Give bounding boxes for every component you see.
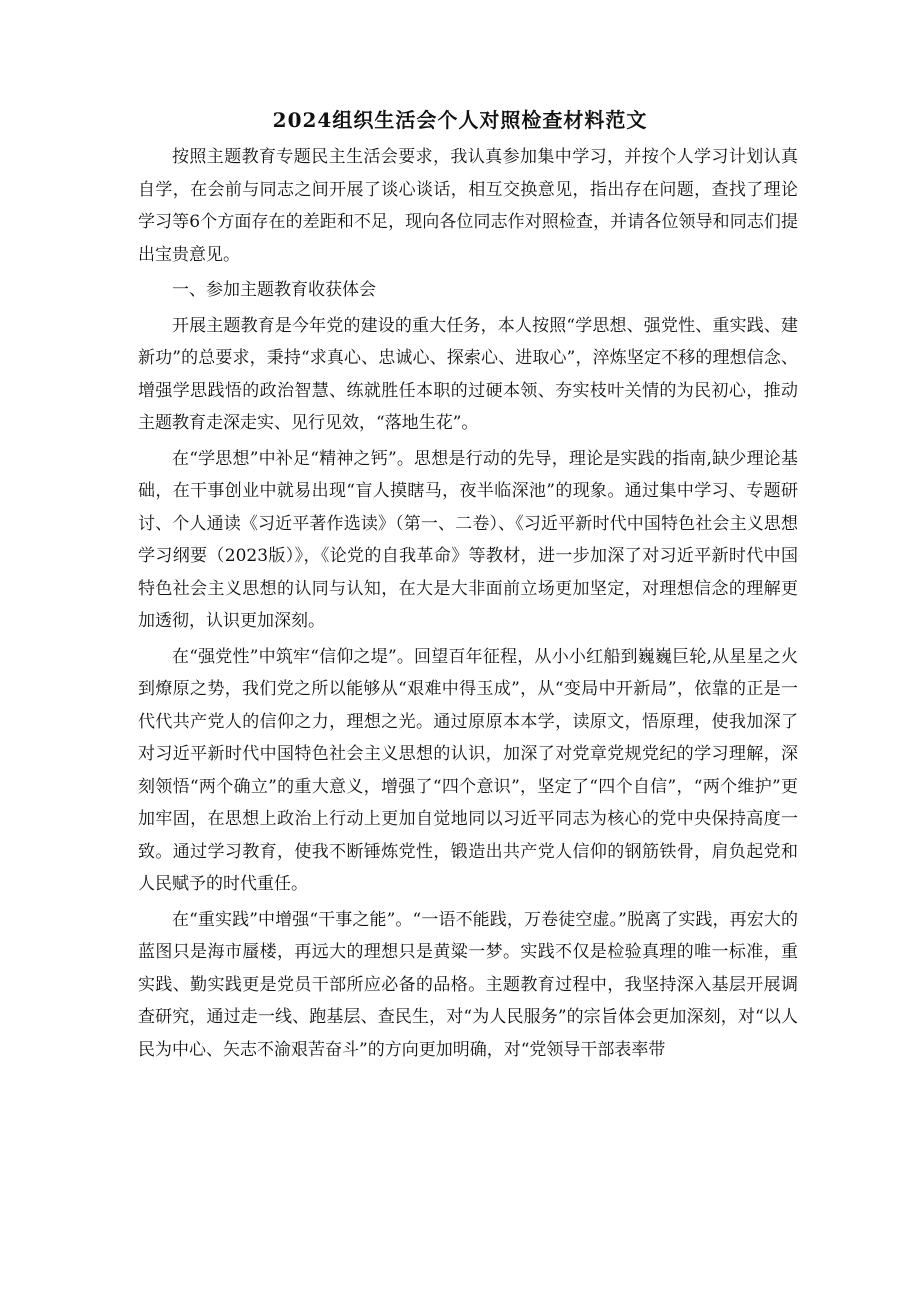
section-heading: 一、参加主题教育收获体会 bbox=[172, 280, 376, 300]
document-body bbox=[138, 141, 798, 1069]
paragraph: 在“强党性”中筑牢“信仰之堤”。回望百年征程，从小小红船到巍巍巨轮,从星星之火到燎原之势，我们党之所以能够从“艰难中得玉成”，从“变局中开新局”，依靠的正是一代代共产党人的信仰之力，理想之光。通过原原本本学，读原文，悟原理，使我加深了对习近平新时代中国特色社会主义思想的认识，加深了对党章党规党纪的学习理解，深刻领悟“两个确立”的重大意义，增强了“四个意识”，坚定了“四个自信”，“两个维护”更加牢固，在思想上政治上行动上更加自觉地同以习近平同志为核心的党中央保持高度一致。通过学习教育，使我不断锤炼党性，锻造出共产党人信仰的钢筋铁骨，肩负起党和人民赋予的时代重任。 bbox=[138, 646, 798, 894]
paragraph: 开展主题教育是今年党的建设的重大任务，本人按照“学思想、强党性、重实践、建新功”的总要求，秉持“求真心、忠诚心、探索心、进取心”，淬炼坚定不移的理想信念、增强学思践悟的政治智慧、练就胜任本职的过硬本领、夯实枝叶关情的为民初心，推动主题教育走深走实、见行见效，“落地生花”。 bbox=[138, 315, 798, 433]
paragraph: 在“学思想”中补足“精神之钙”。思想是行动的先导，理论是实践的指南,缺少理论基础，在干事创业中就易出现“盲人摸瞎马，夜半临深池”的现象。通过集中学习、专题研讨、个人通读《习近平著作选读》（第一、二卷）、《习近平新时代中国特色社会主义思想学习纲要（2023版）》，《论党的自我革命》等教材，进一步加深了对习近平新时代中国特色社会主义思想的认同与认知，在大是大非面前立场更加坚定，对理想信念的理解更加透彻，认识更加深刻。 bbox=[138, 448, 798, 631]
paragraph: 在“重实践”中增强“干事之能”。“一语不能践，万卷徒空虚。”脱离了实践，再宏大的蓝图只是海市蜃楼，再远大的理想只是黄粱一梦。实践不仅是检验真理的唯一标准，重实践、勤实践更是党员干部所应必备的品格。主题教育过程中，我坚持深入基层开展调查研究，通过走一线、跑基层、查民生，对“为人民服务”的宗旨体会更加深刻，对“以人民为中心、矢志不渝艰苦奋斗”的方向更加明确，对“党领导干部表率带 bbox=[138, 909, 798, 1060]
paragraph-intro: 按照主题教育专题民主生活会要求，我认真参加集中学习，并按个人学习计划认真自学，在会前与同志之间开展了谈心谈话，相互交换意见，指出存在问题，查找了理论学习等6个方面存在的差距和不足，现向各位同志作对照检查，并请各位领导和同志们提出宝贵意见。 bbox=[138, 147, 798, 265]
document-title: 2024组织生活会个人对照检查材料范文 bbox=[272, 108, 648, 132]
